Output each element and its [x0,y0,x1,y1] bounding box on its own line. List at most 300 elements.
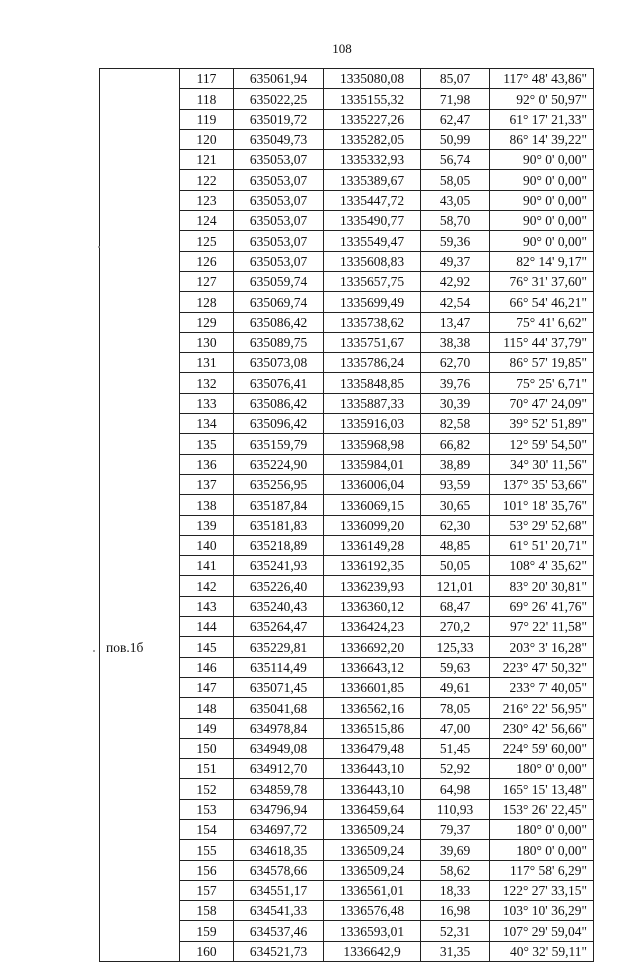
cell-y-coordinate: 1335968,98 [324,434,421,454]
cell-distance: 50,05 [421,556,490,576]
table-row [100,251,594,271]
cell-y-coordinate: 1335080,08 [324,69,421,89]
cell-y-coordinate: 1336642,9 [324,941,421,961]
cell-point-number: 120 [180,129,234,149]
cell-label [100,738,180,758]
cell-direction-angle: 66° 54' 46,21" [490,292,594,312]
cell-x-coordinate: 635096,42 [234,414,324,434]
cell-x-coordinate: 635053,07 [234,251,324,271]
cell-point-number: 129 [180,312,234,332]
table-row [100,150,594,170]
cell-y-coordinate: 1335549,47 [324,231,421,251]
cell-distance: 56,74 [421,150,490,170]
cell-y-coordinate: 1335699,49 [324,292,421,312]
cell-y-coordinate: 1335887,33 [324,393,421,413]
cell-direction-angle: 86° 57' 19,85" [490,353,594,373]
cell-distance: 66,82 [421,434,490,454]
cell-label [100,901,180,921]
cell-point-number: 123 [180,190,234,210]
cell-label [100,941,180,961]
cell-x-coordinate: 634521,73 [234,941,324,961]
cell-point-number: 134 [180,414,234,434]
cell-point-number: 153 [180,799,234,819]
cell-x-coordinate: 634978,84 [234,718,324,738]
cell-x-coordinate: 635187,84 [234,495,324,515]
cell-x-coordinate: 634537,46 [234,921,324,941]
cell-direction-angle: 223° 47' 50,32" [490,657,594,677]
cell-point-number: 125 [180,231,234,251]
cell-label [100,231,180,251]
cell-label [100,434,180,454]
cell-direction-angle: 180° 0' 0,00" [490,819,594,839]
cell-y-coordinate: 1335332,93 [324,150,421,170]
cell-distance: 52,31 [421,921,490,941]
table-row [100,941,594,961]
cell-x-coordinate: 635086,42 [234,393,324,413]
cell-point-number: 137 [180,474,234,494]
cell-y-coordinate: 1336601,85 [324,677,421,697]
cell-y-coordinate: 1335751,67 [324,332,421,352]
cell-x-coordinate: 635089,75 [234,332,324,352]
cell-point-number: 151 [180,759,234,779]
cell-direction-angle: 137° 35' 53,66" [490,474,594,494]
cell-distance: 58,70 [421,211,490,231]
cell-label [100,393,180,413]
cell-y-coordinate: 1336424,23 [324,617,421,637]
cell-y-coordinate: 1335155,32 [324,89,421,109]
table-row [100,434,594,454]
cell-distance: 48,85 [421,535,490,555]
cell-x-coordinate: 635218,89 [234,535,324,555]
cell-direction-angle: 75° 25' 6,71" [490,373,594,393]
cell-x-coordinate: 635053,07 [234,211,324,231]
cell-y-coordinate: 1335738,62 [324,312,421,332]
cell-x-coordinate: 635229,81 [234,637,324,657]
cell-label: пов.1б [100,637,180,657]
cell-distance: 62,70 [421,353,490,373]
cell-label [100,698,180,718]
table-row [100,271,594,291]
cell-x-coordinate: 635053,07 [234,231,324,251]
cell-distance: 13,47 [421,312,490,332]
table-row [100,170,594,190]
cell-direction-angle: 34° 30' 11,56" [490,454,594,474]
table-row [100,89,594,109]
cell-distance: 79,37 [421,819,490,839]
cell-x-coordinate: 635041,68 [234,698,324,718]
cell-direction-angle: 40° 32' 59,11" [490,941,594,961]
cell-point-number: 147 [180,677,234,697]
cell-point-number: 118 [180,89,234,109]
cell-point-number: 157 [180,880,234,900]
cell-distance: 62,30 [421,515,490,535]
cell-direction-angle: 230° 42' 56,66" [490,718,594,738]
cell-point-number: 156 [180,860,234,880]
cell-direction-angle: 61° 51' 20,71" [490,535,594,555]
cell-distance: 68,47 [421,596,490,616]
cell-direction-angle: 61° 17' 21,33" [490,109,594,129]
cell-x-coordinate: 634912,70 [234,759,324,779]
cell-x-coordinate: 635226,40 [234,576,324,596]
cell-distance: 110,93 [421,799,490,819]
table-row [100,535,594,555]
cell-point-number: 138 [180,495,234,515]
cell-distance: 270,2 [421,617,490,637]
cell-point-number: 145 [180,637,234,657]
table-row [100,190,594,210]
cell-direction-angle: 69° 26' 41,76" [490,596,594,616]
cell-point-number: 126 [180,251,234,271]
table-row [100,353,594,373]
cell-y-coordinate: 1336643,12 [324,657,421,677]
cell-point-number: 158 [180,901,234,921]
cell-label [100,312,180,332]
cell-y-coordinate: 1336562,16 [324,698,421,718]
cell-direction-angle: 90° 0' 0,00" [490,190,594,210]
cell-distance: 42,92 [421,271,490,291]
cell-distance: 85,07 [421,69,490,89]
cell-direction-angle: 75° 41' 6,62" [490,312,594,332]
cell-y-coordinate: 1336443,10 [324,759,421,779]
cell-y-coordinate: 1336360,12 [324,596,421,616]
cell-y-coordinate: 1335984,01 [324,454,421,474]
cell-y-coordinate: 1336593,01 [324,921,421,941]
cell-direction-angle: 101° 18' 35,76" [490,495,594,515]
table-row [100,393,594,413]
table-row [100,576,594,596]
table-row [100,921,594,941]
table-row [100,840,594,860]
cell-distance: 51,45 [421,738,490,758]
cell-direction-angle: 103° 10' 36,29" [490,901,594,921]
cell-y-coordinate: 1335657,75 [324,271,421,291]
cell-point-number: 139 [180,515,234,535]
cell-label [100,556,180,576]
cell-point-number: 136 [180,454,234,474]
cell-point-number: 131 [180,353,234,373]
cell-point-number: 121 [180,150,234,170]
cell-x-coordinate: 635086,42 [234,312,324,332]
cell-point-number: 144 [180,617,234,637]
cell-label [100,515,180,535]
cell-point-number: 149 [180,718,234,738]
table-row [100,414,594,434]
table-row [100,556,594,576]
cell-distance: 42,54 [421,292,490,312]
cell-distance: 59,36 [421,231,490,251]
cell-direction-angle: 82° 14' 9,17" [490,251,594,271]
table-row [100,799,594,819]
cell-distance: 121,01 [421,576,490,596]
cell-distance: 47,00 [421,718,490,738]
cell-distance: 49,37 [421,251,490,271]
cell-label [100,718,180,738]
table-row [100,292,594,312]
cell-point-number: 132 [180,373,234,393]
cell-direction-angle: 115° 44' 37,79" [490,332,594,352]
cell-direction-angle: 97° 22' 11,58" [490,617,594,637]
cell-label [100,454,180,474]
cell-label [100,657,180,677]
table-row [100,231,594,251]
cell-y-coordinate: 1335916,03 [324,414,421,434]
cell-x-coordinate: 635053,07 [234,150,324,170]
cell-point-number: 159 [180,921,234,941]
cell-distance: 38,38 [421,332,490,352]
cell-label [100,474,180,494]
table-row [100,637,594,657]
cell-label [100,170,180,190]
table-row [100,109,594,129]
scan-dot [93,650,95,652]
cell-label [100,373,180,393]
cell-direction-angle: 180° 0' 0,00" [490,840,594,860]
cell-direction-angle: 233° 7' 40,05" [490,677,594,697]
table-row [100,860,594,880]
cell-point-number: 160 [180,941,234,961]
cell-direction-angle: 83° 20' 30,81" [490,576,594,596]
cell-direction-angle: 180° 0' 0,00" [490,759,594,779]
cell-y-coordinate: 1336509,24 [324,860,421,880]
cell-direction-angle: 203° 3' 16,28" [490,637,594,657]
cell-y-coordinate: 1336459,64 [324,799,421,819]
cell-x-coordinate: 635022,25 [234,89,324,109]
cell-label [100,596,180,616]
cell-y-coordinate: 1335282,05 [324,129,421,149]
cell-point-number: 155 [180,840,234,860]
table-row [100,211,594,231]
cell-label [100,779,180,799]
table-row [100,698,594,718]
cell-label [100,129,180,149]
cell-x-coordinate: 635061,94 [234,69,324,89]
cell-direction-angle: 90° 0' 0,00" [490,150,594,170]
table-row [100,901,594,921]
cell-distance: 59,63 [421,657,490,677]
cell-direction-angle: 53° 29' 52,68" [490,515,594,535]
cell-distance: 38,89 [421,454,490,474]
cell-x-coordinate: 634796,94 [234,799,324,819]
cell-y-coordinate: 1335447,72 [324,190,421,210]
cell-x-coordinate: 635224,90 [234,454,324,474]
cell-direction-angle: 165° 15' 13,48" [490,779,594,799]
cell-y-coordinate: 1336069,15 [324,495,421,515]
cell-distance: 18,33 [421,880,490,900]
cell-distance: 31,35 [421,941,490,961]
table-row [100,718,594,738]
table-row [100,738,594,758]
table-row [100,129,594,149]
cell-y-coordinate: 1336006,04 [324,474,421,494]
cell-x-coordinate: 635181,83 [234,515,324,535]
cell-label [100,150,180,170]
cell-distance: 93,59 [421,474,490,494]
cell-x-coordinate: 635069,74 [234,292,324,312]
cell-label [100,921,180,941]
cell-label [100,677,180,697]
coordinates-table-body [100,69,594,962]
cell-y-coordinate: 1336192,35 [324,556,421,576]
cell-point-number: 135 [180,434,234,454]
cell-direction-angle: 117° 48' 43,86" [490,69,594,89]
cell-x-coordinate: 635076,41 [234,373,324,393]
table-row [100,69,594,89]
cell-direction-angle: 12° 59' 54,50" [490,434,594,454]
cell-y-coordinate: 1336576,48 [324,901,421,921]
cell-y-coordinate: 1336561,01 [324,880,421,900]
cell-distance: 30,65 [421,495,490,515]
cell-y-coordinate: 1335227,26 [324,109,421,129]
cell-label [100,840,180,860]
cell-x-coordinate: 634949,08 [234,738,324,758]
cell-point-number: 122 [180,170,234,190]
cell-distance: 49,61 [421,677,490,697]
cell-y-coordinate: 1335786,24 [324,353,421,373]
cell-distance: 30,39 [421,393,490,413]
cell-point-number: 148 [180,698,234,718]
cell-point-number: 150 [180,738,234,758]
cell-direction-angle: 90° 0' 0,00" [490,211,594,231]
cell-label [100,89,180,109]
cell-y-coordinate: 1335848,85 [324,373,421,393]
cell-direction-angle: 70° 47' 24,09" [490,393,594,413]
cell-x-coordinate: 635049,73 [234,129,324,149]
cell-x-coordinate: 635071,45 [234,677,324,697]
cell-x-coordinate: 635256,95 [234,474,324,494]
cell-direction-angle: 76° 31' 37,60" [490,271,594,291]
cell-label [100,211,180,231]
cell-point-number: 143 [180,596,234,616]
cell-direction-angle: 108° 4' 35,62" [490,556,594,576]
cell-distance: 16,98 [421,901,490,921]
cell-point-number: 130 [180,332,234,352]
cell-distance: 64,98 [421,779,490,799]
coordinates-table [99,68,594,962]
table-row [100,495,594,515]
cell-y-coordinate: 1335608,83 [324,251,421,271]
cell-label [100,414,180,434]
cell-point-number: 124 [180,211,234,231]
cell-y-coordinate: 1335490,77 [324,211,421,231]
table-row [100,332,594,352]
coordinates-table-container [99,68,594,962]
cell-label [100,759,180,779]
cell-direction-angle: 90° 0' 0,00" [490,170,594,190]
cell-distance: 43,05 [421,190,490,210]
cell-label [100,617,180,637]
table-row [100,617,594,637]
cell-label [100,69,180,89]
cell-y-coordinate: 1336692,20 [324,637,421,657]
cell-point-number: 154 [180,819,234,839]
table-row [100,373,594,393]
cell-label [100,292,180,312]
cell-x-coordinate: 635241,93 [234,556,324,576]
cell-y-coordinate: 1336509,24 [324,819,421,839]
cell-x-coordinate: 634618,35 [234,840,324,860]
cell-x-coordinate: 634578,66 [234,860,324,880]
cell-x-coordinate: 635059,74 [234,271,324,291]
table-row [100,819,594,839]
cell-x-coordinate: 634551,17 [234,880,324,900]
cell-label [100,271,180,291]
cell-direction-angle: 90° 0' 0,00" [490,231,594,251]
cell-label [100,495,180,515]
cell-y-coordinate: 1336509,24 [324,840,421,860]
cell-x-coordinate: 635053,07 [234,170,324,190]
cell-y-coordinate: 1336099,20 [324,515,421,535]
cell-label [100,819,180,839]
cell-direction-angle: 92° 0' 50,97" [490,89,594,109]
cell-direction-angle: 224° 59' 60,00" [490,738,594,758]
cell-distance: 78,05 [421,698,490,718]
cell-distance: 39,76 [421,373,490,393]
cell-y-coordinate: 1336479,48 [324,738,421,758]
cell-y-coordinate: 1335389,67 [324,170,421,190]
table-row [100,312,594,332]
cell-x-coordinate: 634697,72 [234,819,324,839]
cell-x-coordinate: 635053,07 [234,190,324,210]
table-row [100,677,594,697]
cell-direction-angle: 86° 14' 39,22" [490,129,594,149]
cell-label [100,535,180,555]
cell-direction-angle: 216° 22' 56,95" [490,698,594,718]
cell-distance: 82,58 [421,414,490,434]
table-row [100,880,594,900]
cell-label [100,576,180,596]
cell-point-number: 127 [180,271,234,291]
table-row [100,759,594,779]
cell-label [100,109,180,129]
cell-distance: 58,62 [421,860,490,880]
cell-distance: 62,47 [421,109,490,129]
cell-y-coordinate: 1336443,10 [324,779,421,799]
cell-label [100,880,180,900]
table-row [100,779,594,799]
cell-point-number: 119 [180,109,234,129]
table-row [100,596,594,616]
cell-point-number: 141 [180,556,234,576]
cell-x-coordinate: 635019,72 [234,109,324,129]
cell-y-coordinate: 1336515,86 [324,718,421,738]
cell-label [100,332,180,352]
cell-point-number: 117 [180,69,234,89]
page-number: 108 [332,41,352,56]
cell-direction-angle: 39° 52' 51,89" [490,414,594,434]
table-row [100,474,594,494]
cell-x-coordinate: 634541,33 [234,901,324,921]
cell-distance: 125,33 [421,637,490,657]
table-row [100,515,594,535]
cell-distance: 50,99 [421,129,490,149]
cell-distance: 39,69 [421,840,490,860]
cell-label [100,799,180,819]
cell-x-coordinate: 635114,49 [234,657,324,677]
cell-point-number: 128 [180,292,234,312]
cell-x-coordinate: 635073,08 [234,353,324,373]
cell-point-number: 142 [180,576,234,596]
scan-dot [98,246,100,248]
table-row [100,657,594,677]
cell-label [100,353,180,373]
cell-x-coordinate: 635264,47 [234,617,324,637]
cell-distance: 52,92 [421,759,490,779]
table-row [100,454,594,474]
cell-direction-angle: 117° 58' 6,29" [490,860,594,880]
cell-label [100,190,180,210]
cell-point-number: 133 [180,393,234,413]
cell-x-coordinate: 635159,79 [234,434,324,454]
